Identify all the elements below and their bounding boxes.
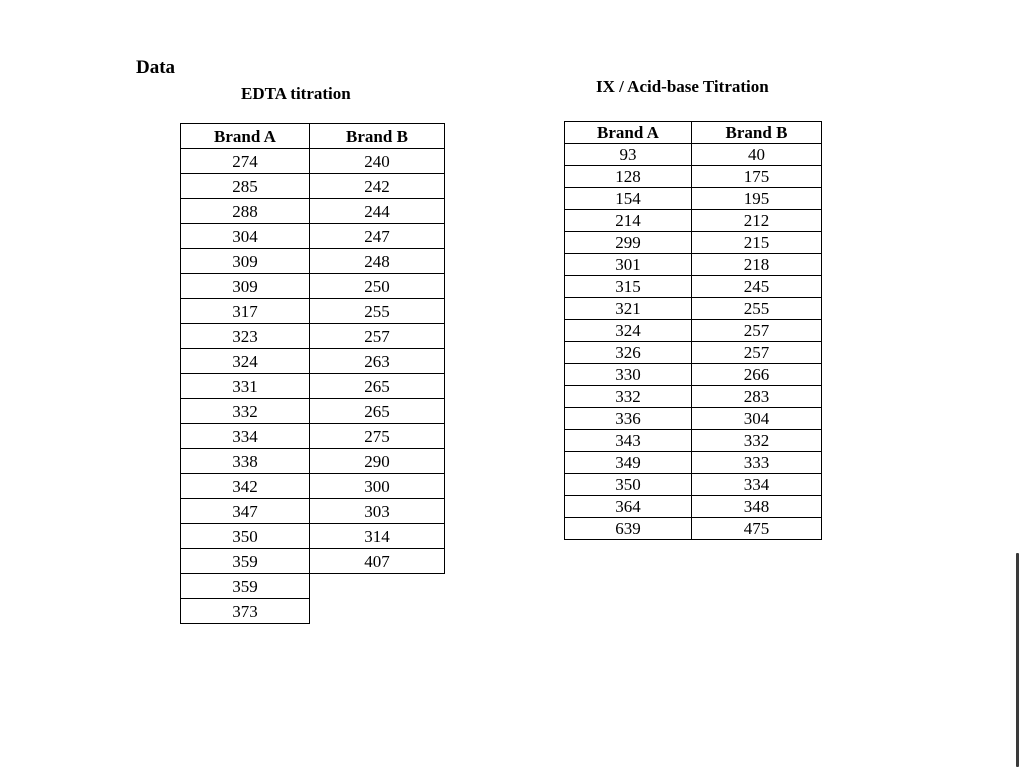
brand-b-cell: 265 (310, 399, 445, 424)
brand-a-cell: 326 (565, 342, 692, 364)
brand-b-cell: 475 (692, 518, 822, 540)
brand-b-cell: 303 (310, 499, 445, 524)
brand-b-cell: 212 (692, 210, 822, 232)
brand-b-cell: 257 (692, 320, 822, 342)
brand-a-cell: 332 (181, 399, 310, 424)
brand-b-cell: 245 (692, 276, 822, 298)
table-row (565, 320, 822, 342)
brand-a-cell: 324 (181, 349, 310, 374)
edta-table (180, 123, 445, 624)
brand-b-cell: 250 (310, 274, 445, 299)
brand-b-cell: 195 (692, 188, 822, 210)
column-header-brand-b: Brand B (310, 124, 445, 149)
brand-a-cell: 331 (181, 374, 310, 399)
brand-a-cell: 350 (565, 474, 692, 496)
table-row (181, 449, 445, 474)
table-row (565, 254, 822, 276)
brand-b-cell: 255 (310, 299, 445, 324)
brand-b-cell: 266 (692, 364, 822, 386)
table-row (181, 174, 445, 199)
table-row (181, 249, 445, 274)
table-row (181, 499, 445, 524)
table-row (181, 599, 445, 624)
table-row (181, 274, 445, 299)
brand-a-cell: 373 (181, 599, 310, 624)
table-row (565, 342, 822, 364)
brand-a-cell: 154 (565, 188, 692, 210)
column-header-brand-a: Brand A (565, 122, 692, 144)
brand-a-cell: 350 (181, 524, 310, 549)
brand-b-cell: 407 (310, 549, 445, 574)
table-row (565, 188, 822, 210)
brand-a-cell: 128 (565, 166, 692, 188)
brand-a-cell: 349 (565, 452, 692, 474)
brand-b-cell: 314 (310, 524, 445, 549)
brand-b-cell: 265 (310, 374, 445, 399)
column-header-brand-a: Brand A (181, 124, 310, 149)
table-row (181, 549, 445, 574)
brand-b-cell: 257 (310, 324, 445, 349)
brand-a-cell: 639 (565, 518, 692, 540)
brand-a-cell: 347 (181, 499, 310, 524)
brand-a-cell: 304 (181, 224, 310, 249)
table-row (181, 324, 445, 349)
table-row (181, 574, 445, 599)
brand-a-cell: 359 (181, 574, 310, 599)
ix-table-body (565, 144, 822, 540)
brand-a-cell: 321 (565, 298, 692, 320)
table-row (181, 224, 445, 249)
brand-b-cell: 240 (310, 149, 445, 174)
table-row (181, 349, 445, 374)
edta-table-body (181, 149, 445, 624)
table-row (565, 276, 822, 298)
table-row (565, 364, 822, 386)
table-row (565, 298, 822, 320)
brand-b-cell: 275 (310, 424, 445, 449)
table-row (565, 232, 822, 254)
table-row (565, 496, 822, 518)
ix-table-title: IX / Acid-base Titration (596, 77, 769, 96)
ix-table (564, 121, 822, 540)
brand-a-cell: 309 (181, 274, 310, 299)
brand-a-cell: 334 (181, 424, 310, 449)
brand-b-cell: 244 (310, 199, 445, 224)
brand-a-cell: 214 (565, 210, 692, 232)
table-row (565, 518, 822, 540)
page-heading: Data (136, 57, 176, 78)
table-header-row (565, 122, 822, 144)
brand-a-cell: 323 (181, 324, 310, 349)
table-row (181, 474, 445, 499)
brand-b-cell: 348 (692, 496, 822, 518)
table-row (181, 149, 445, 174)
table-row (181, 399, 445, 424)
table-row (565, 210, 822, 232)
brand-a-cell: 359 (181, 549, 310, 574)
vertical-scrollbar-thumb[interactable] (1016, 553, 1019, 767)
brand-a-cell: 364 (565, 496, 692, 518)
brand-b-cell: 175 (692, 166, 822, 188)
table-row (181, 524, 445, 549)
brand-a-cell: 301 (565, 254, 692, 276)
brand-a-cell: 93 (565, 144, 692, 166)
table-row (565, 430, 822, 452)
table-row (181, 299, 445, 324)
brand-a-cell: 274 (181, 149, 310, 174)
edta-table-title: EDTA titration (241, 84, 351, 103)
empty-cell (310, 599, 445, 624)
table-row (565, 452, 822, 474)
table-row (181, 199, 445, 224)
brand-a-cell: 309 (181, 249, 310, 274)
brand-b-cell: 332 (692, 430, 822, 452)
table-row (565, 166, 822, 188)
table-row (565, 386, 822, 408)
brand-a-cell: 338 (181, 449, 310, 474)
brand-b-cell: 218 (692, 254, 822, 276)
table-row (565, 474, 822, 496)
brand-b-cell: 304 (692, 408, 822, 430)
brand-b-cell: 248 (310, 249, 445, 274)
brand-b-cell: 40 (692, 144, 822, 166)
brand-a-cell: 299 (565, 232, 692, 254)
empty-cell (310, 574, 445, 599)
table-header-row (181, 124, 445, 149)
brand-b-cell: 300 (310, 474, 445, 499)
brand-a-cell: 288 (181, 199, 310, 224)
brand-b-cell: 263 (310, 349, 445, 374)
brand-a-cell: 317 (181, 299, 310, 324)
brand-b-cell: 242 (310, 174, 445, 199)
brand-b-cell: 290 (310, 449, 445, 474)
brand-a-cell: 342 (181, 474, 310, 499)
table-row (181, 424, 445, 449)
brand-a-cell: 336 (565, 408, 692, 430)
brand-b-cell: 257 (692, 342, 822, 364)
column-header-brand-b: Brand B (692, 122, 822, 144)
brand-b-cell: 247 (310, 224, 445, 249)
table-row (181, 374, 445, 399)
brand-a-cell: 285 (181, 174, 310, 199)
brand-b-cell: 334 (692, 474, 822, 496)
table-row (565, 144, 822, 166)
brand-a-cell: 332 (565, 386, 692, 408)
brand-b-cell: 333 (692, 452, 822, 474)
table-row (565, 408, 822, 430)
brand-b-cell: 255 (692, 298, 822, 320)
brand-b-cell: 215 (692, 232, 822, 254)
brand-b-cell: 283 (692, 386, 822, 408)
brand-a-cell: 315 (565, 276, 692, 298)
brand-a-cell: 343 (565, 430, 692, 452)
brand-a-cell: 324 (565, 320, 692, 342)
brand-a-cell: 330 (565, 364, 692, 386)
